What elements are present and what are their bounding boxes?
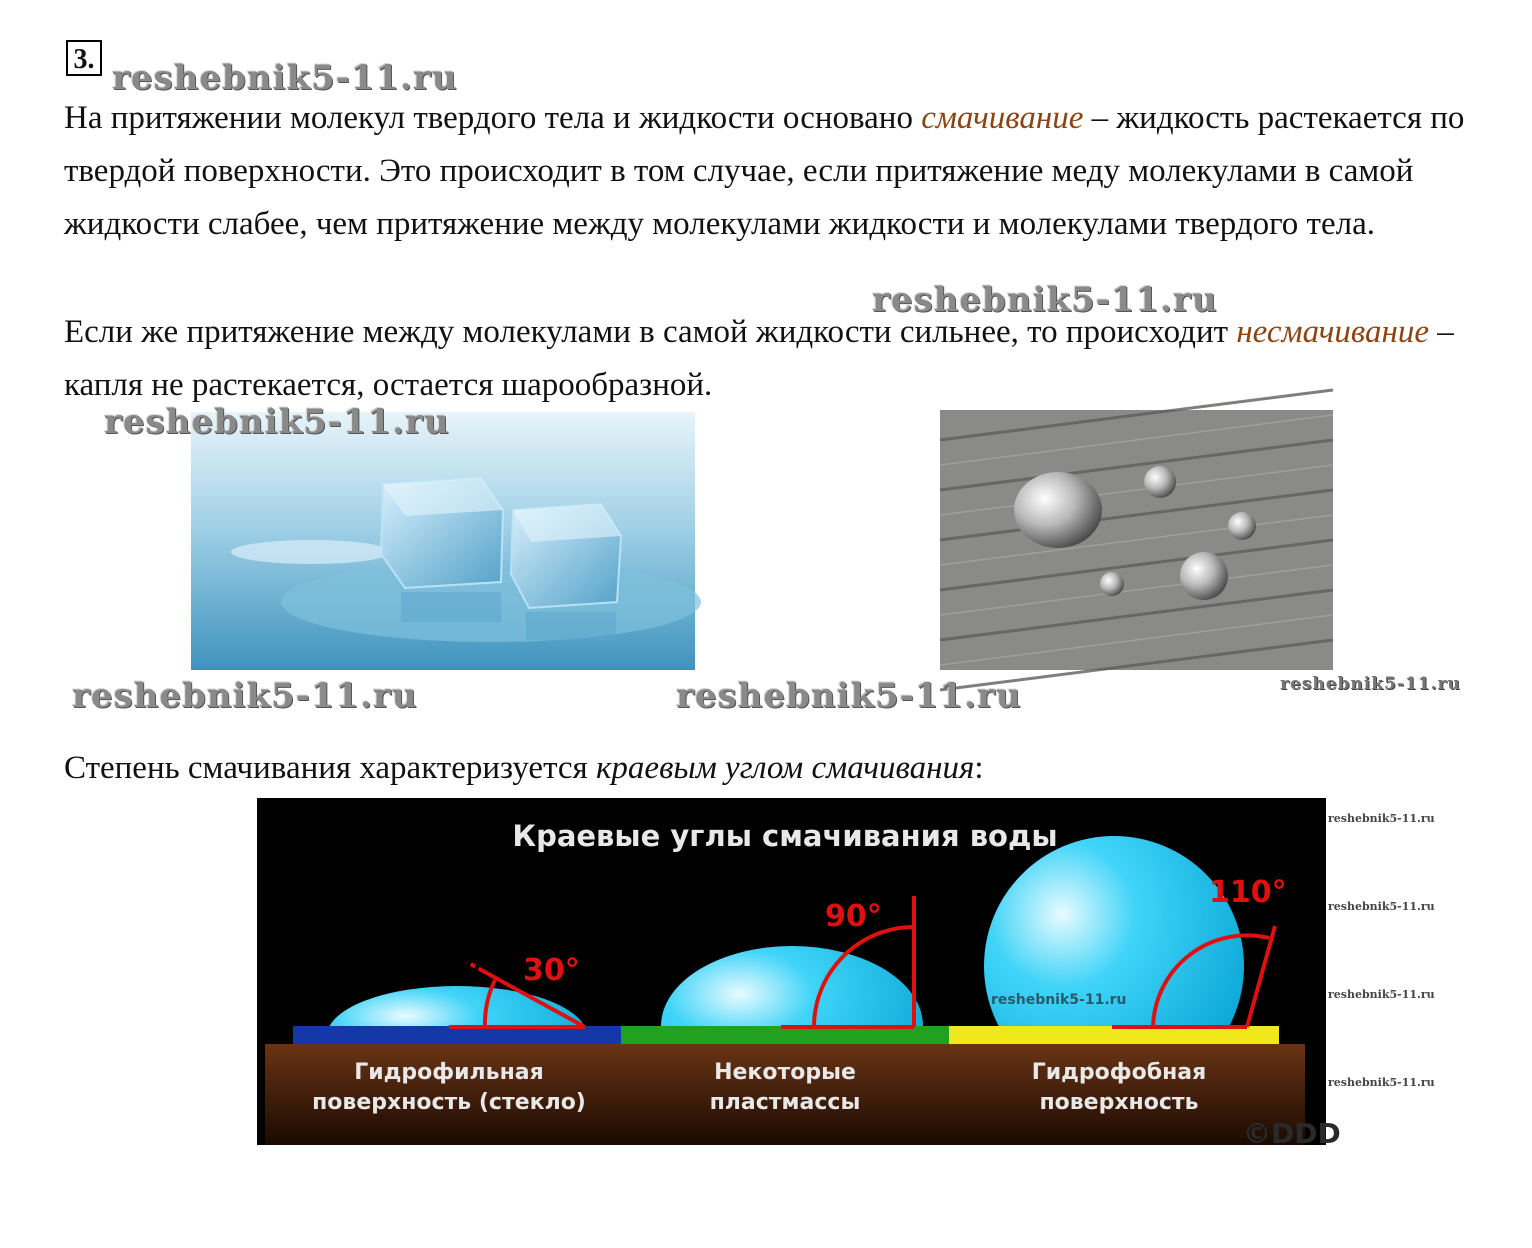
angle-label-90: 90° [825, 899, 882, 934]
watermark: reshebnik5-11.ru [1328, 988, 1435, 1001]
paragraph-text: Если же притяжение между молекулами в самой жидкости сильнее, то происходит [64, 314, 1237, 350]
paragraph-text: : [974, 750, 984, 786]
task-number: 3. [66, 40, 102, 76]
paragraph-text: Степень смачивания характеризуется [64, 750, 596, 786]
label-plastic-line1: Некоторые [714, 1060, 856, 1085]
term-wetting: смачивание [921, 100, 1084, 136]
angle-label-30: 30° [523, 953, 580, 988]
diagram-title: Краевые углы смачивания воды [512, 819, 1058, 853]
mercury-drops-photo [940, 410, 1333, 670]
label-hydrophobic-line1: Гидрофобная [1031, 1060, 1207, 1085]
contact-angle-diagram [257, 798, 1341, 1150]
watermark: reshebnik5-11.ru [112, 58, 458, 98]
paragraph-text: На притяжении молекул твердого тела и жидкости основано [64, 100, 922, 136]
angle-label-110: 110° [1209, 875, 1287, 910]
watermark: reshebnik5-11.ru [676, 676, 1022, 716]
watermark: reshebnik5-11.ru [1328, 900, 1435, 913]
paragraph-text: – капля не растекается, остается шарообразной. [64, 314, 1454, 403]
term-non-wetting: несмачивание [1236, 314, 1430, 350]
watermark: reshebnik5-11.ru [1328, 1076, 1435, 1089]
ice-cubes-photo [191, 412, 695, 670]
watermark: reshebnik5-11.ru [72, 676, 418, 716]
paragraph-wetting [64, 92, 1504, 251]
term-contact-angle: краевым углом смачивания [595, 750, 975, 786]
copyright: ©DDD [1243, 1117, 1341, 1150]
paragraph-text: – жидкость растекается по твердой поверхности. Это происходит в том случае, если притяжение меду молекулами в самой жидкости слабее, чем притяжение между молекулами жидкости и молекулами твердого тела. [64, 100, 1465, 242]
label-hydrophilic-line1: Гидрофильная [354, 1060, 544, 1085]
paragraph-contact-angle [64, 742, 1504, 795]
watermark: reshebnik5-11.ru [991, 992, 1127, 1008]
watermark: reshebnik5-11.ru [104, 402, 450, 442]
watermark: reshebnik5-11.ru [1328, 812, 1435, 825]
watermark: reshebnik5-11.ru [872, 280, 1218, 320]
label-hydrophobic-line2: поверхность [1039, 1090, 1199, 1115]
label-hydrophilic-line2: поверхность (стекло) [312, 1090, 586, 1115]
watermark: reshebnik5-11.ru [1280, 674, 1461, 694]
label-plastic-line2: пластмассы [709, 1090, 861, 1115]
